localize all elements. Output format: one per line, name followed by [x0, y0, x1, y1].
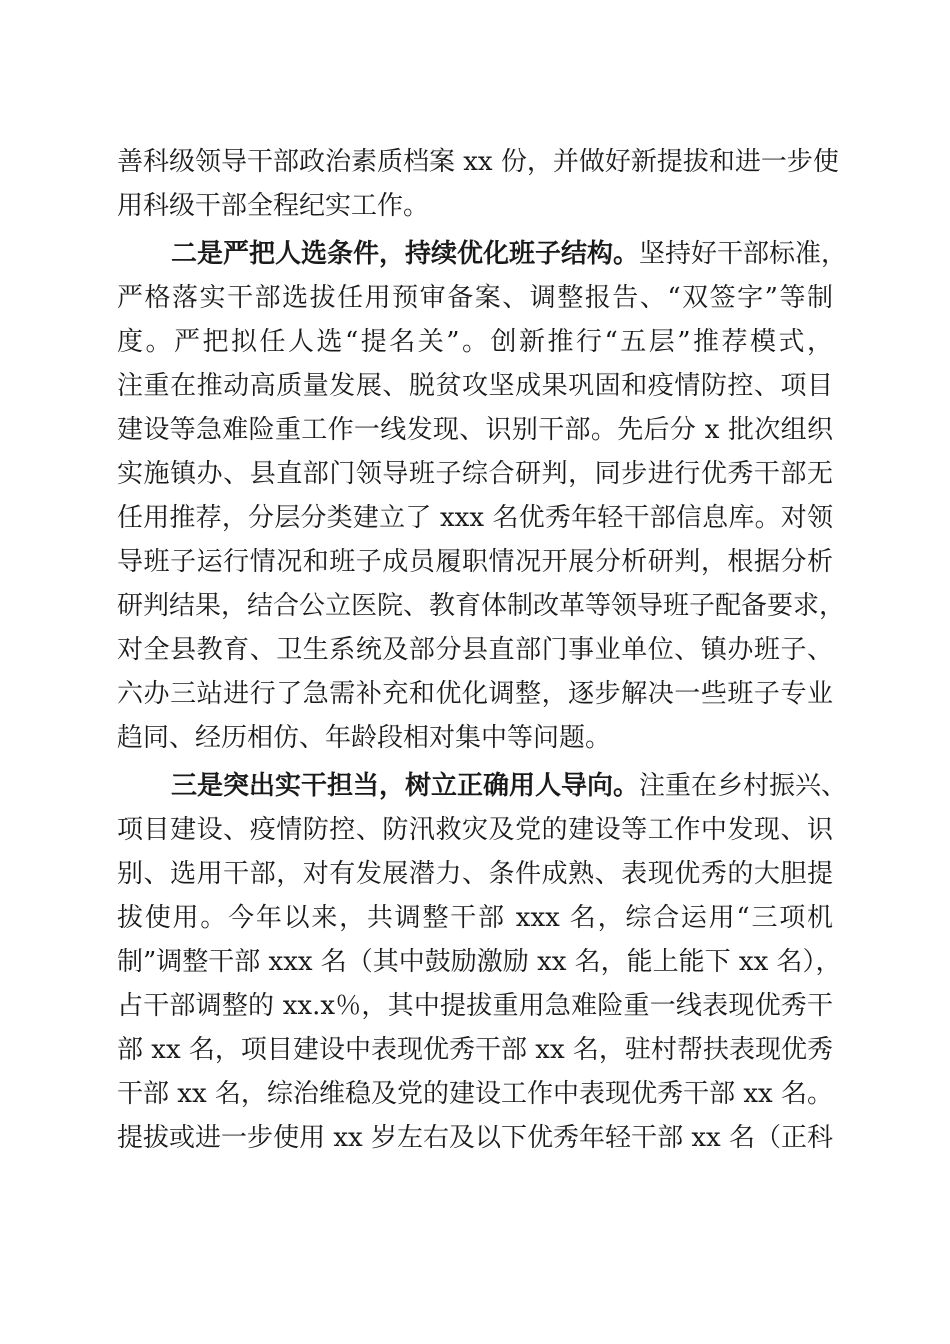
paragraph-2-line-2: 严格落实干部选拔任用预审备案、调整报告、“双签字”等制 [117, 283, 833, 313]
paragraph-2-line-4: 注重在推动高质量发展、脱贫攻坚成果巩固和疫情防控、项目 [117, 371, 833, 401]
paragraph-3-line-5: 制”调整干部 xxx 名（其中鼓励激励 xx 名，能上能下 xx 名）， [117, 947, 842, 977]
paragraph-3-line-7: 部 xx 名，项目建设中表现优秀干部 xx 名，驻村帮扶表现优秀 [117, 1035, 833, 1065]
paragraph-2-line-7: 任用推荐，分层分类建立了 xxx 名优秀年轻干部信息库。对领 [117, 503, 833, 533]
paragraph-3-line-2: 项目建设、疫情防控、防汛救灾及党的建设等工作中发现、识 [117, 815, 833, 845]
paragraph-2-line-3: 度。严把拟任人选“提名关”。创新推行“五层”推荐模式， [117, 327, 833, 357]
paragraph-2-line-12: 趋同、经历相仿、年龄段相对集中等问题。 [117, 723, 612, 753]
paragraph-2-line-9: 研判结果，结合公立医院、教育体制改革等领导班子配备要求， [117, 591, 846, 621]
paragraph-3-line-4: 拔使用。今年以来，共调整干部 xxx 名，综合运用“三项机 [117, 903, 833, 933]
paragraph-1-line-2: 用科级干部全程纪实工作。 [117, 191, 430, 221]
paragraph-1-line-1: 善科级领导干部政治素质档案 xx 份，并做好新提拔和进一步使 [117, 147, 839, 177]
paragraph-3-first-line-rest: 注重在乡村振兴、 [639, 771, 848, 801]
paragraph-2-line-6: 实施镇办、县直部门领导班子综合研判，同步进行优秀干部无 [117, 459, 833, 489]
paragraph-3-heading: 三是突出实干担当，树立正确用人导向。 [171, 771, 640, 801]
paragraph-2-line-8: 导班子运行情况和班子成员履职情况开展分析研判，根据分析 [117, 547, 833, 577]
paragraph-3-line-6: 占干部调整的 xx.x％，其中提拔重用急难险重一线表现优秀干 [117, 991, 833, 1021]
paragraph-2-line-5: 建设等急难险重工作一线发现、识别干部。先后分 x 批次组织 [117, 415, 833, 445]
paragraph-3-line-9: 提拔或进一步使用 xx 岁左右及以下优秀年轻干部 xx 名（正科 [117, 1123, 833, 1153]
paragraph-2-first-line-rest: 坚持好干部标准， [639, 239, 848, 269]
paragraph-2-line-1 [171, 234, 848, 274]
paragraph-3-line-3: 别、选用干部，对有发展潜力、条件成熟、表现优秀的大胆提 [117, 859, 833, 889]
paragraph-3-line-8: 干部 xx 名，综治维稳及党的建设工作中表现优秀干部 xx 名。 [117, 1079, 833, 1109]
paragraph-3-line-1 [171, 766, 848, 806]
paragraph-2-heading: 二是严把人选条件，持续优化班子结构。 [171, 239, 640, 269]
paragraph-2-line-10: 对全县教育、卫生系统及部分县直部门事业单位、镇办班子、 [117, 635, 833, 665]
paragraph-2-line-11: 六办三站进行了急需补充和优化调整，逐步解决一些班子专业 [117, 679, 833, 709]
